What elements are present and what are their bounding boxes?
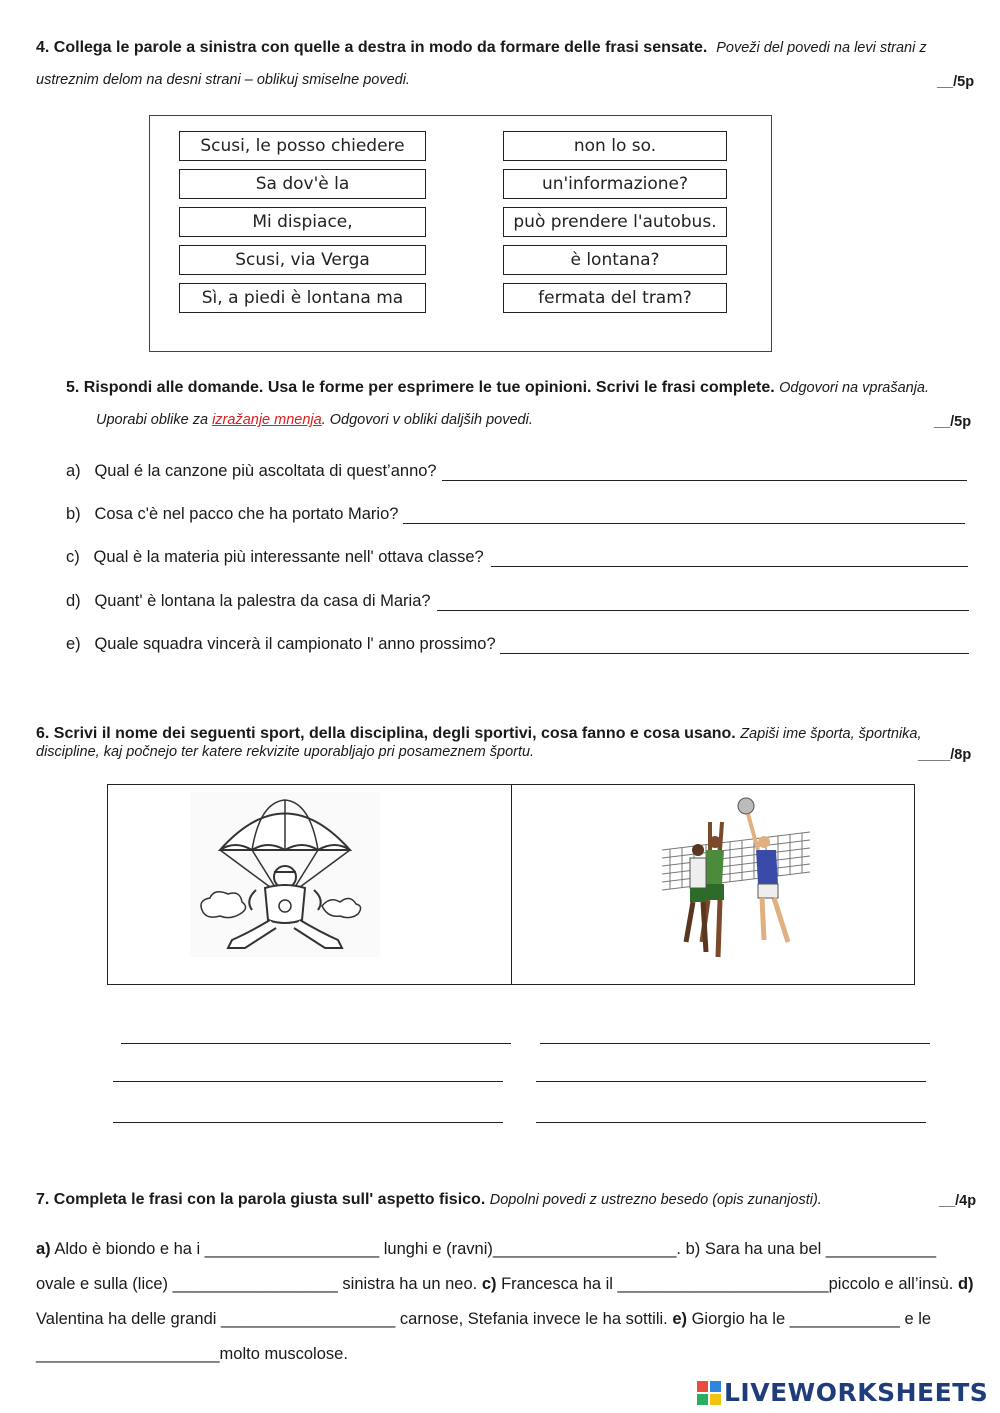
ex5-subtitle: Uporabi oblike za izražanje mnenja. Odgovori v obliki daljših povedi.: [96, 412, 533, 428]
ex5-heading: 5. Rispondi alle domande. Usa le forme per esprimere le tue opinioni. Scrivi le frasi complete. Odgovori na vprašanja.: [66, 379, 930, 396]
ex7-points: __/4p: [939, 1193, 977, 1209]
left-phrase-1[interactable]: Scusi, le posso chiedere: [179, 131, 426, 161]
left-phrase-5[interactable]: Sì, a piedi è lontana ma: [179, 283, 426, 313]
ex4-points: __/5p: [937, 74, 975, 90]
ex7-line-3[interactable]: Valentina ha delle grandi ___________________ carnose, Stefania invece le ha sottili. e) Giorgio ha le ____________ e le: [36, 1310, 932, 1328]
question-d: d) Quant' è lontana la palestra da casa di Maria?: [66, 592, 431, 610]
right-phrase-3[interactable]: può prendere l'autobus.: [503, 207, 727, 237]
question-e: e) Quale squadra vincerà il campionato l' anno prossimo?: [66, 635, 496, 653]
ex7-line-1[interactable]: a) Aldo è biondo e ha i ___________________ lunghi e (ravni)____________________. b) Sara ha una bel ____________: [36, 1240, 937, 1258]
answer-line-c[interactable]: [491, 566, 968, 567]
ex7-heading: 7. Completa le frasi con la parola giusta sull' aspetto fisico. Dopolni povedi z ustrezno besedo (opis zunanjosti).: [36, 1191, 822, 1208]
left-phrase-4[interactable]: Scusi, via Verga: [179, 245, 426, 275]
sport-answer-right-1[interactable]: [540, 1043, 930, 1044]
left-phrase-3[interactable]: Mi dispiace,: [179, 207, 426, 237]
question-a: a) Qual é la canzone più ascoltata di quest’anno?: [66, 462, 437, 480]
ex6-points: ____/8p: [918, 747, 972, 763]
answer-line-d[interactable]: [437, 610, 969, 611]
sport-answer-left-2[interactable]: [113, 1081, 503, 1082]
question-b: b) Cosa c'è nel pacco che ha portato Mario?: [66, 505, 399, 523]
sport-answer-right-2[interactable]: [536, 1081, 926, 1082]
parachute-image: [190, 792, 380, 957]
ex5-points: __/5p: [934, 414, 972, 430]
right-phrase-1[interactable]: non lo so.: [503, 131, 727, 161]
ex6-subtitle: discipline, kaj počnejo ter katere rekvizite uporabljajo pri posameznem športu.: [36, 744, 535, 760]
sport-answer-left-1[interactable]: [121, 1043, 511, 1044]
ex6-heading: 6. Scrivi il nome dei seguenti sport, della disciplina, degli sportivi, cosa fanno e cosa usano. Zapiši ime športa, športnika,: [36, 725, 922, 742]
right-phrase-5[interactable]: fermata del tram?: [503, 283, 727, 313]
right-phrase-4[interactable]: è lontana?: [503, 245, 727, 275]
liveworksheets-brand: LIVEWORKSHEETS: [724, 1378, 989, 1407]
sport-answer-left-3[interactable]: [113, 1122, 503, 1123]
answer-line-b[interactable]: [403, 523, 965, 524]
question-c: c) Qual è la materia più interessante nell' ottava classe?: [66, 548, 484, 566]
ex7-line-2[interactable]: ovale e sulla (lice) __________________ sinistra ha un neo. c) Francesca ha il _______________________piccolo e all’insù. d): [36, 1275, 974, 1293]
sport-answer-right-3[interactable]: [536, 1122, 926, 1123]
answer-line-e[interactable]: [500, 653, 969, 654]
image-table-divider: [511, 784, 512, 985]
right-phrase-2[interactable]: un'informazione?: [503, 169, 727, 199]
left-phrase-2[interactable]: Sa dov'è la: [179, 169, 426, 199]
opinion-link[interactable]: izražanje mnenja: [212, 412, 322, 428]
volleyball-image: [660, 792, 820, 972]
ex4-heading: 4. Collega le parole a sinistra con quelle a destra in modo da formare delle frasi sensate. Poveži del povedi na levi strani z: [36, 39, 927, 56]
answer-line-a[interactable]: [442, 480, 967, 481]
ex4-subtitle: ustreznim delom na desni strani – oblikuj smiselne povedi.: [36, 72, 410, 88]
ex7-line-4[interactable]: ____________________molto muscolose.: [36, 1345, 348, 1363]
liveworksheets-logo-icon: [697, 1381, 721, 1405]
